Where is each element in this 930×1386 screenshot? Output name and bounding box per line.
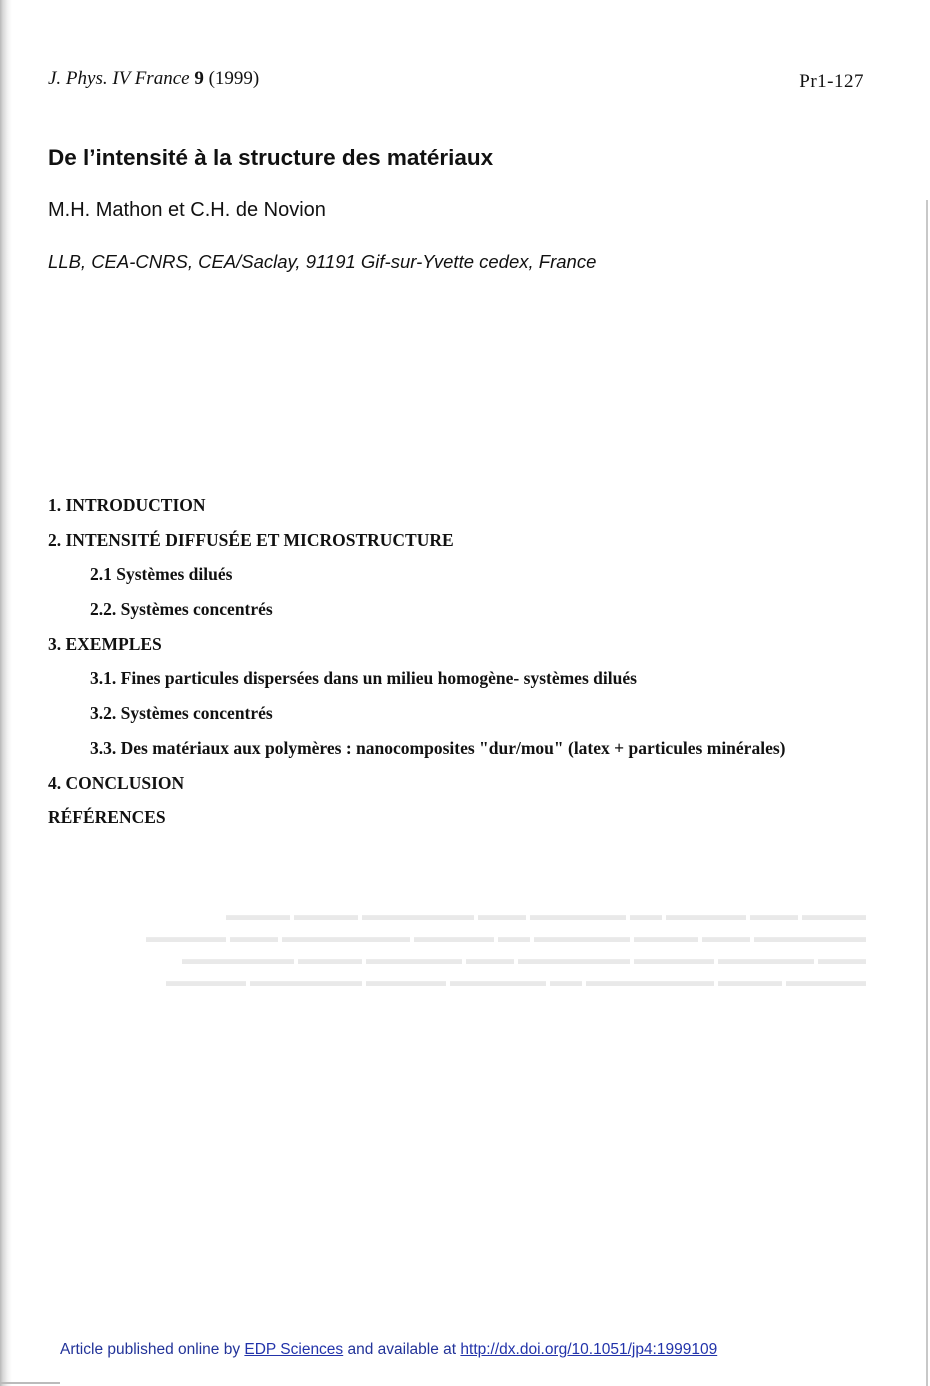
- page-number: Pr1-127: [799, 71, 864, 92]
- scan-line-bottom: [0, 1382, 60, 1384]
- toc-subentry: 3.1. Fines particules dispersées dans un milieu homogène- systèmes dilués: [90, 668, 637, 689]
- toc-entry: 4. CONCLUSION: [48, 772, 185, 793]
- paper-affiliation: LLB, CEA-CNRS, CEA/Saclay, 91191 Gif-sur-Yvette cedex, France: [48, 251, 597, 272]
- footer-prefix: Article published online by: [60, 1341, 245, 1358]
- publication-footer: [60, 1341, 717, 1359]
- table-of-contents: [48, 488, 785, 835]
- scan-line-right: [926, 200, 928, 1386]
- scan-shadow-left: [0, 0, 12, 1386]
- journal-volume: 9: [194, 68, 204, 89]
- toc-entry: 3. EXEMPLES: [48, 633, 162, 654]
- journal-reference: [48, 68, 259, 90]
- toc-entry: 1. INTRODUCTION: [48, 495, 206, 515]
- toc-subentry: 2.2. Systèmes concentrés: [90, 599, 273, 620]
- publisher-link[interactable]: EDP Sciences: [244, 1341, 344, 1358]
- toc-entry: 2. INTENSITÉ DIFFUSÉE ET MICROSTRUCTURE: [48, 529, 454, 550]
- footer-middle: and available at: [343, 1341, 461, 1358]
- toc-subentry: 2.1 Systèmes dilués: [90, 564, 233, 585]
- paper-authors: M.H. Mathon et C.H. de Novion: [48, 199, 326, 221]
- journal-year: (1999): [208, 68, 260, 89]
- journal-name: J. Phys. IV France: [48, 68, 190, 89]
- toc-subentry: 3.2. Systèmes concentrés: [90, 703, 273, 724]
- paper-title: De l’intensité à la structure des matériaux: [48, 145, 494, 170]
- bleed-through-texture: ▬▬▬▬ ▬▬▬ ▬▬▬▬▬ ▬▬ ▬▬▬▬▬▬ ▬▬▬ ▬▬▬▬▬▬▬ ▬▬▬▬ ▬▬▬▬ ▬▬▬▬▬▬▬ ▬▬▬ ▬▬▬▬ ▬▬▬▬▬▬ ▬▬ ▬▬▬▬▬ ▬▬▬▬▬▬▬▬ ▬▬▬ ▬▬▬▬▬ ▬▬▬ ▬▬▬▬▬▬ ▬▬▬▬▬ ▬▬▬▬▬▬▬ ▬▬▬ ▬▬▬▬▬▬ ▬▬▬▬ ▬▬▬▬▬▬▬ ▬▬▬▬▬ ▬▬▬▬ ▬▬▬▬▬▬▬▬ ▬▬ ▬▬▬▬▬▬ ▬▬▬▬▬ ▬▬▬▬▬▬▬ ▬▬▬▬▬: [146, 907, 866, 990]
- doi-link[interactable]: http://dx.doi.org/10.1051/jp4:1999109: [460, 1341, 718, 1358]
- toc-subentry: 3.3. Des matériaux aux polymères : nanocomposites "dur/mou" (latex + particules minérales): [90, 737, 786, 758]
- toc-entry: RÉFÉRENCES: [48, 807, 166, 828]
